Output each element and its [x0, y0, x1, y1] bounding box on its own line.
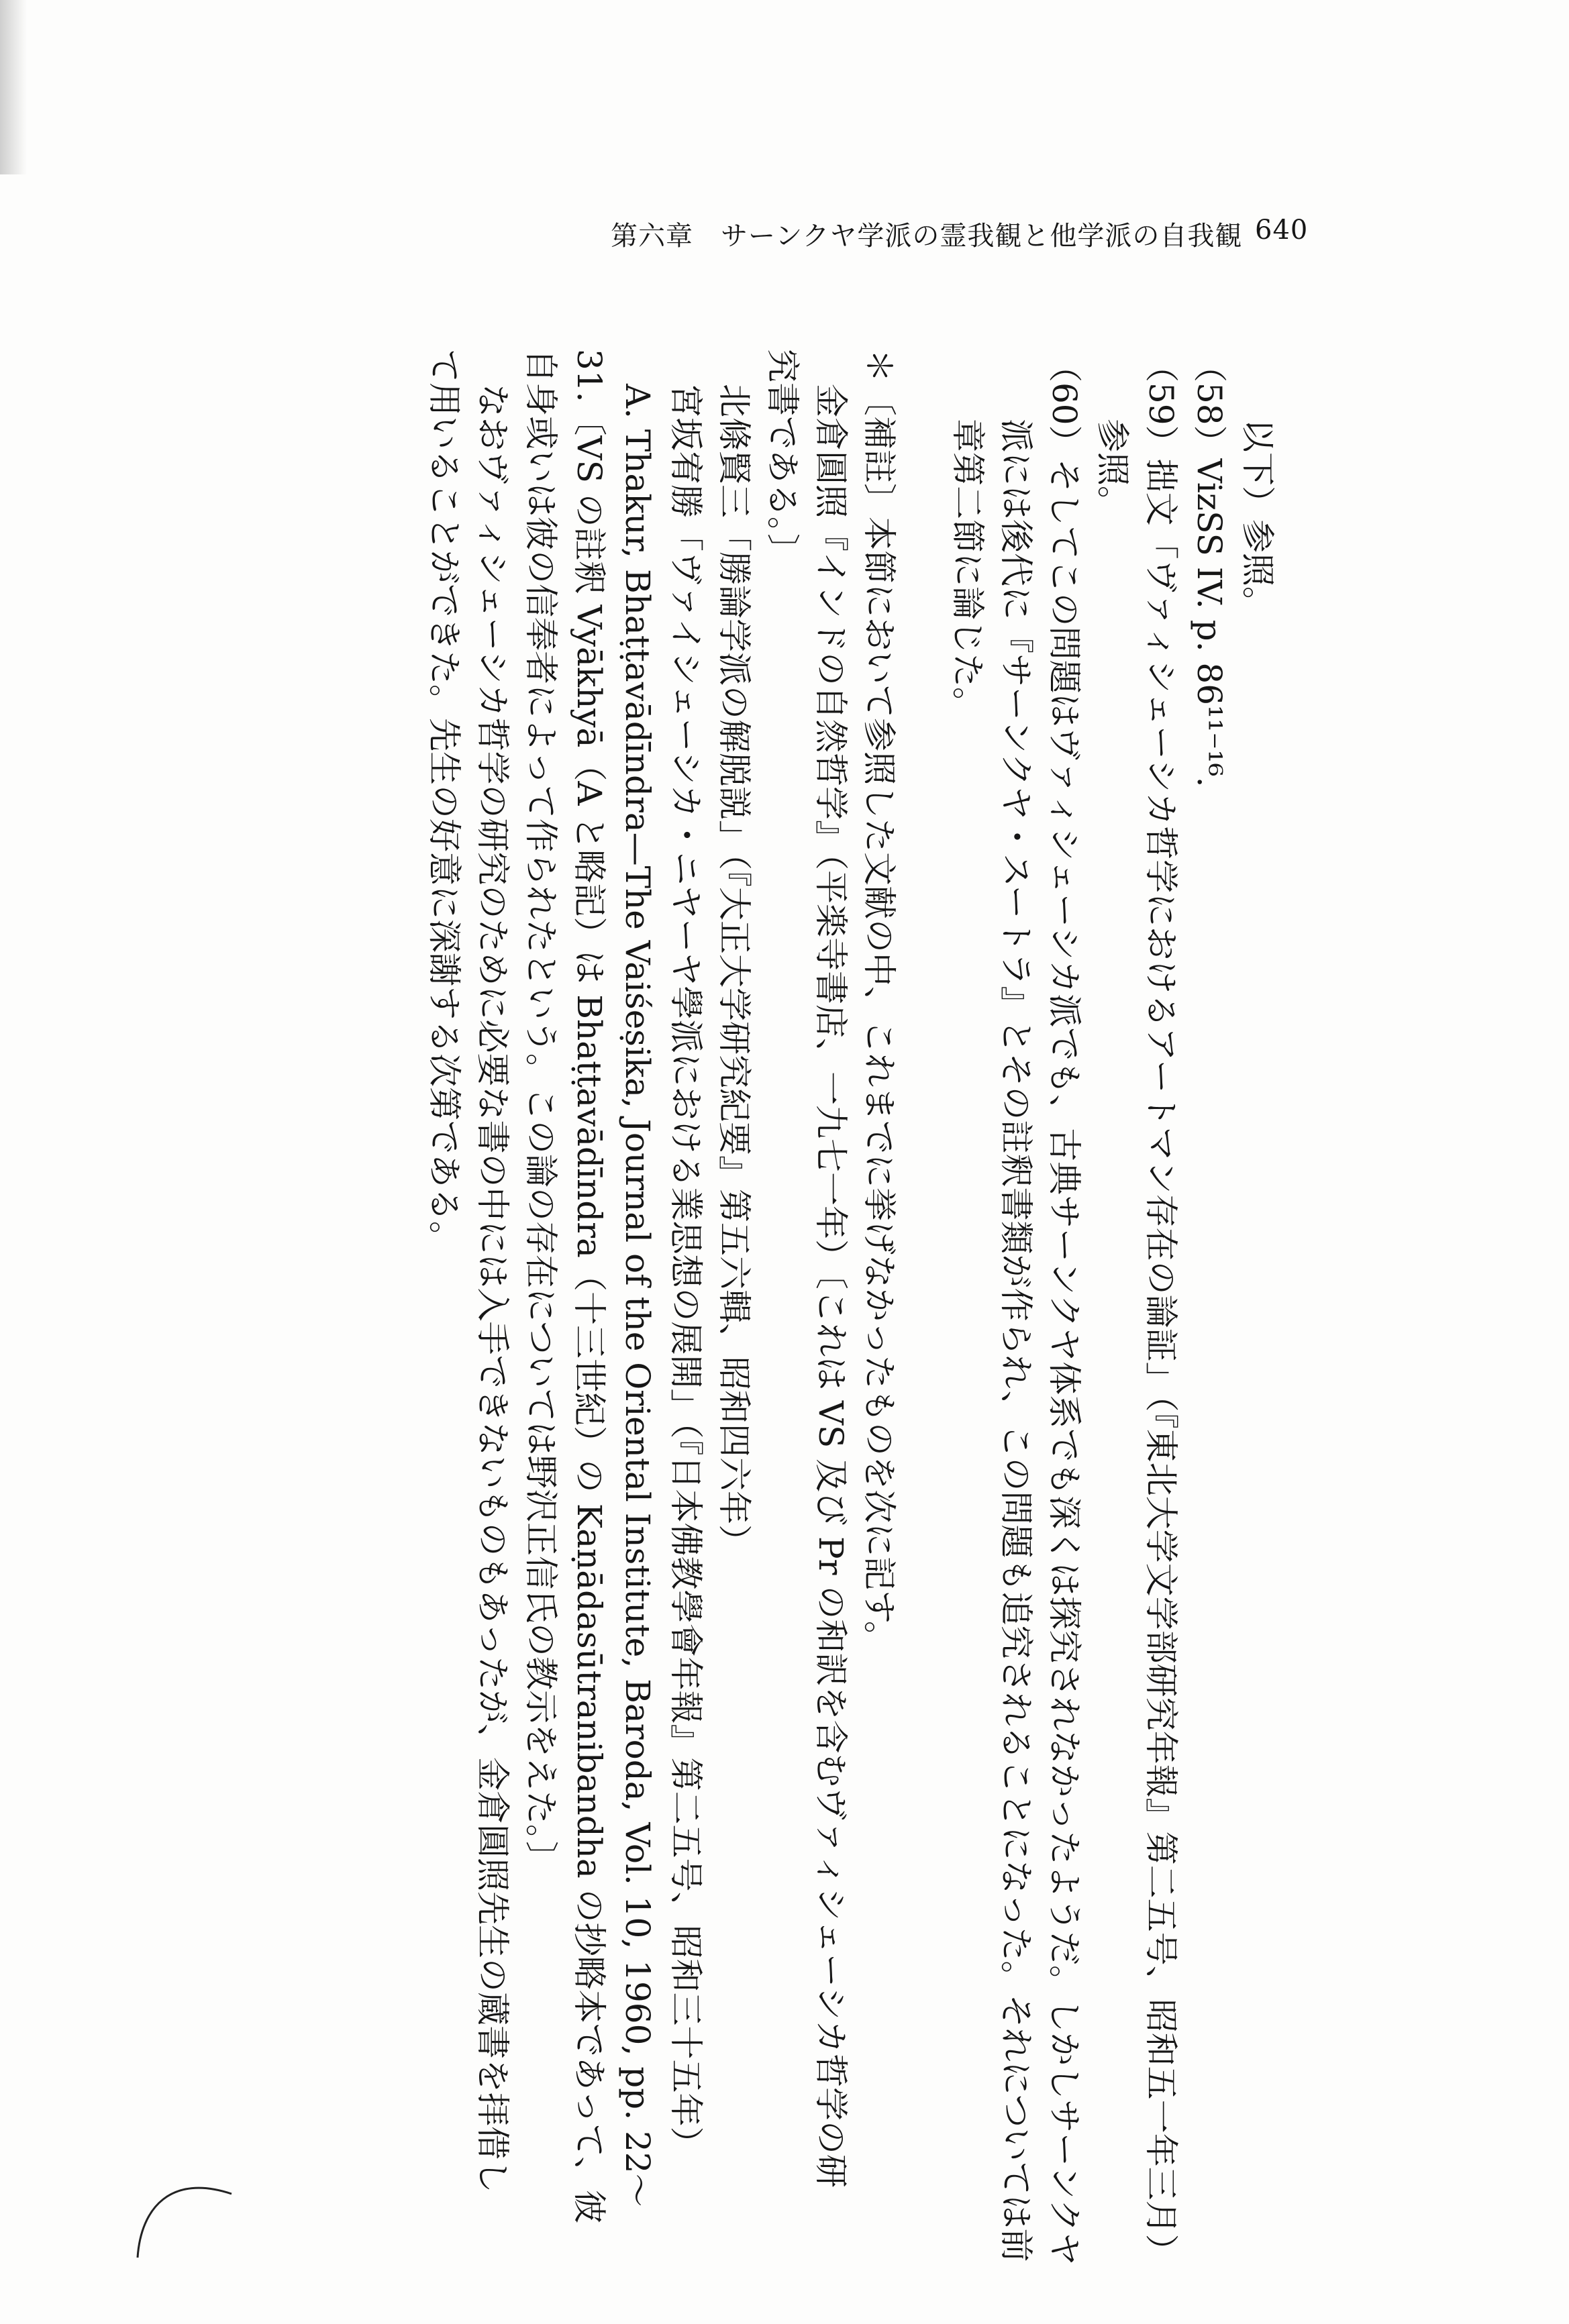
note-line: 参照。: [1093, 419, 1132, 519]
acknowledgement-line: て用いることができた。先生の好意に深謝する次第である。: [425, 349, 464, 1255]
note-60: （60）そしてこの問題はヴァィシェーシカ派でも、古典サーンクヤ体系でも深くは探究されなかったようだ。しかしサーンクヤ: [1045, 349, 1084, 2266]
reference-continuation: 自身或いは彼の信奉者によって作られたという。この論の存在については野沢正信氏の教示をえた。〕: [521, 349, 560, 1874]
section-gap: [903, 349, 944, 1543]
reference-entry: A. Thakur, Bhaṭṭavādīndra—The Vaiśeṣika, Journal of the Oriental Institute, Baroda, Vol. 10, 1960, pp. 22～: [618, 384, 657, 2207]
chapter-title: 第六章 サーンクヤ学派の霊我観と他学派の自我観: [611, 221, 1243, 252]
note-line: 以下）参照。: [1238, 419, 1277, 620]
reference-entry: 北條賢三「勝論学派の解脱説」（『大正大学研究紀要』第五六輯、昭和四六年）: [715, 384, 754, 1558]
note-line: 章第二節に論じた。: [948, 419, 987, 721]
note-line: 派には後代に『サーンクヤ・スートラ』とその註釈書類が作られ、この問題も追究されることになった。それについては前: [997, 419, 1035, 2262]
note-58: （58）VizSS IV. p. 86¹¹⁻¹⁶.: [1190, 349, 1229, 788]
reference-continuation: 31.〔VS の註釈 Vyākhyā（A と略記）は Bhaṭṭavādīndra（十三世紀）の Kaṇādasūtranibandha の抄略本であって、彼: [570, 349, 609, 2224]
pencil-arc-mark: [131, 2167, 238, 2261]
reference-continuation: 究書である。〕: [763, 349, 802, 567]
page-number: 640: [1255, 215, 1309, 246]
notes-body: [425, 349, 1282, 2268]
scan-edge-shadow: [0, 0, 27, 174]
reference-entry: 宮坂宥勝「ヴァイシェーシカ・ニヤーヤ學派における業思想の展開」（『日本佛教學會年報』第二五号、昭和三十五年）: [666, 384, 705, 2160]
running-header: [604, 215, 1376, 255]
acknowledgement-line: なおヴァィシェーシカ哲学の研究のために必要な書の中には入手できないものもあったが、金倉圓照先生の蔵書を拝借し: [473, 384, 512, 2193]
reference-entry: 金倉圓照『インドの自然哲学』（平楽寺書店、一九七一年）〔これは VS 及び Pr の和訳を含むヴァィシェーシカ哲学の研: [811, 384, 850, 2188]
supplementary-note-heading: ＊〔補註〕本節において参照した文献の中、これまでに挙げなかったものを次に記す。: [860, 349, 899, 1654]
note-59: （59）拙文「ヴァィシェーシカ哲学におけるアートマン存在の論証」（『東北大学文学部研究年報』第二五号、昭和五一年三月）: [1142, 349, 1180, 2268]
